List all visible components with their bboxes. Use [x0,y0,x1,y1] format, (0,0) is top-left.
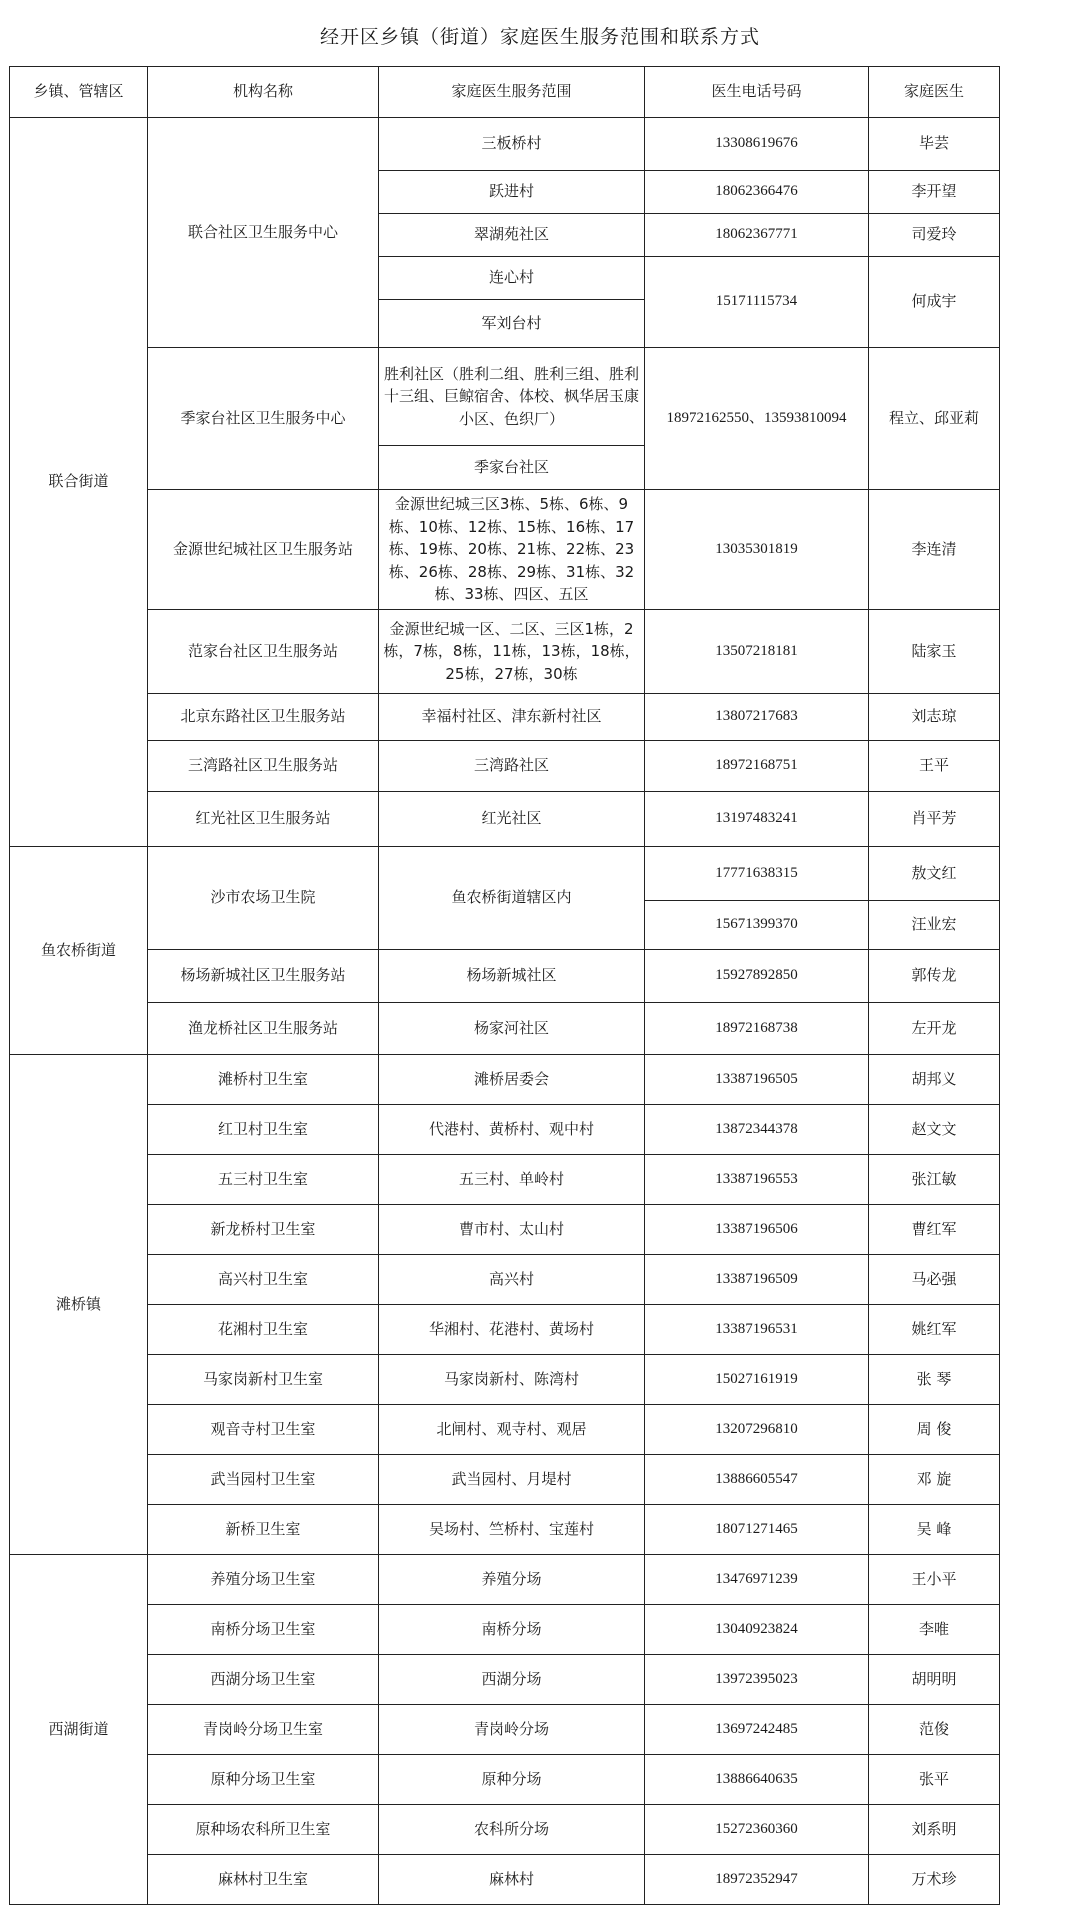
doctor-cell: 范俊 [869,1705,1000,1755]
doctor-cell: 李连清 [869,490,1000,610]
scope-cell: 马家岗新村、陈湾村 [379,1355,645,1405]
scope-cell: 幸福村社区、津东新村社区 [379,694,645,741]
scope-cell: 麻林村 [379,1855,645,1905]
org-cell: 三湾路社区卫生服务站 [148,741,379,792]
scope-cell: 杨场新城社区 [379,950,645,1003]
header-scope: 家庭医生服务范围 [379,67,645,118]
phone-cell: 13308619676 [645,118,869,171]
phone-cell: 13197483241 [645,792,869,847]
scope-cell: 青岗岭分场 [379,1705,645,1755]
scope-cell: 代港村、黄桥村、观中村 [379,1105,645,1155]
org-cell: 武当园村卫生室 [148,1455,379,1505]
scope-cell: 三湾路社区 [379,741,645,792]
phone-cell: 15027161919 [645,1355,869,1405]
doctor-cell: 陆家玉 [869,610,1000,694]
org-cell: 观音寺村卫生室 [148,1405,379,1455]
org-cell: 南桥分场卫生室 [148,1605,379,1655]
table-row [10,490,1000,610]
scope-cell: 翠湖苑社区 [379,214,645,257]
table-row [10,348,1000,446]
phone-cell: 13697242485 [645,1705,869,1755]
phone-cell: 17771638315 [645,847,869,901]
town-cell: 西湖街道 [10,1555,148,1905]
doctor-cell: 张平 [869,1755,1000,1805]
doctor-cell: 汪业宏 [869,901,1000,950]
scope-cell: 滩桥居委会 [379,1055,645,1105]
phone-cell: 18062366476 [645,171,869,214]
scope-cell: 鱼农桥街道辖区内 [379,847,645,950]
doctor-cell: 吴 峰 [869,1505,1000,1555]
scope-cell: 五三村、单岭村 [379,1155,645,1205]
table-row [10,610,1000,694]
org-cell: 原种分场卫生室 [148,1755,379,1805]
scope-cell: 西湖分场 [379,1655,645,1705]
table-row [10,1105,1000,1155]
scope-cell: 武当园村、月堤村 [379,1455,645,1505]
phone-cell: 15272360360 [645,1805,869,1855]
phone-cell: 15927892850 [645,950,869,1003]
org-cell: 原种场农科所卫生室 [148,1805,379,1855]
scope-cell: 农科所分场 [379,1805,645,1855]
org-cell: 高兴村卫生室 [148,1255,379,1305]
doctor-cell: 李唯 [869,1605,1000,1655]
scope-cell: 军刘台村 [379,300,645,348]
phone-cell: 13035301819 [645,490,869,610]
doctor-cell: 邓 旋 [869,1455,1000,1505]
doctor-cell: 郭传龙 [869,950,1000,1003]
phone-cell: 13040923824 [645,1605,869,1655]
phone-cell: 18972162550、13593810094 [645,348,869,490]
phone-cell: 13387196506 [645,1205,869,1255]
phone-cell: 18972352947 [645,1855,869,1905]
town-cell: 滩桥镇 [10,1055,148,1555]
table-row [10,1405,1000,1455]
phone-cell: 13207296810 [645,1405,869,1455]
table-row [10,1305,1000,1355]
phone-cell: 13972395023 [645,1655,869,1705]
table-row [10,950,1000,1003]
table-row [10,1455,1000,1505]
table-row [10,1555,1000,1605]
org-cell: 红卫村卫生室 [148,1105,379,1155]
doctor-cell: 左开龙 [869,1003,1000,1055]
phone-cell: 15671399370 [645,901,869,950]
phone-cell: 13387196531 [645,1305,869,1355]
table-row [10,1855,1000,1905]
table-row [10,1355,1000,1405]
org-cell: 马家岗新村卫生室 [148,1355,379,1405]
doctor-cell: 李开望 [869,171,1000,214]
org-cell: 金源世纪城社区卫生服务站 [148,490,379,610]
phone-cell: 18972168751 [645,741,869,792]
doctor-cell: 张江敏 [869,1155,1000,1205]
scope-cell: 华湘村、花港村、黄场村 [379,1305,645,1355]
doctor-cell: 姚红军 [869,1305,1000,1355]
town-cell: 联合街道 [10,118,148,847]
scope-cell: 高兴村 [379,1255,645,1305]
org-cell: 范家台社区卫生服务站 [148,610,379,694]
table-row [10,741,1000,792]
table-row [10,1705,1000,1755]
phone-cell: 13387196505 [645,1055,869,1105]
header-doctor: 家庭医生 [869,67,1000,118]
org-cell: 沙市农场卫生院 [148,847,379,950]
town-cell: 鱼农桥街道 [10,847,148,1055]
scope-cell: 金源世纪城三区3栋、5栋、6栋、9栋、10栋、12栋、15栋、16栋、17栋、19栋、20栋、21栋、22栋、23栋、26栋、28栋、29栋、31栋、32栋、33栋、四区、五区 [379,490,645,610]
phone-cell: 13872344378 [645,1105,869,1155]
doctor-cell: 敖文红 [869,847,1000,901]
org-cell: 青岗岭分场卫生室 [148,1705,379,1755]
phone-cell: 18062367771 [645,214,869,257]
table-row [10,118,1000,171]
phone-cell: 13886640635 [645,1755,869,1805]
table-row [10,1805,1000,1855]
doctor-cell: 张 琴 [869,1355,1000,1405]
page-title: 经开区乡镇（街道）家庭医生服务范围和联系方式 [319,26,760,48]
phone-cell: 13387196553 [645,1155,869,1205]
doctor-cell: 刘志琼 [869,694,1000,741]
doctor-cell: 王小平 [869,1555,1000,1605]
phone-cell: 18972168738 [645,1003,869,1055]
table-row [10,1505,1000,1555]
scope-cell: 金源世纪城一区、二区、三区1栋，2栋，7栋，8栋，11栋，13栋，18栋，25栋，27栋，30栋 [379,610,645,694]
doctor-cell: 周 俊 [869,1405,1000,1455]
doctor-cell: 王平 [869,741,1000,792]
phone-cell: 13886605547 [645,1455,869,1505]
org-cell: 联合社区卫生服务中心 [148,118,379,348]
header-phone: 医生电话号码 [645,67,869,118]
table-row [10,1003,1000,1055]
scope-cell: 吴场村、竺桥村、宝莲村 [379,1505,645,1555]
org-cell: 滩桥村卫生室 [148,1055,379,1105]
doctor-contact-table [9,66,1000,1905]
doctor-cell: 毕芸 [869,118,1000,171]
org-cell: 麻林村卫生室 [148,1855,379,1905]
table-row [10,1255,1000,1305]
phone-cell: 18071271465 [645,1505,869,1555]
header-town: 乡镇、管辖区 [10,67,148,118]
table-row [10,792,1000,847]
scope-cell: 杨家河社区 [379,1003,645,1055]
scope-cell: 胜利社区（胜利二组、胜利三组、胜利十三组、巨鲸宿舍、体校、枫华居玉康小区、色织厂） [379,348,645,446]
scope-cell: 跃进村 [379,171,645,214]
doctor-cell: 马必强 [869,1255,1000,1305]
phone-cell: 13387196509 [645,1255,869,1305]
table-header-row [10,67,1000,118]
org-cell: 渔龙桥社区卫生服务站 [148,1003,379,1055]
scope-cell: 连心村 [379,257,645,300]
doctor-cell: 刘系明 [869,1805,1000,1855]
scope-cell: 季家台社区 [379,446,645,490]
scope-cell: 养殖分场 [379,1555,645,1605]
org-cell: 北京东路社区卫生服务站 [148,694,379,741]
table-row [10,1755,1000,1805]
phone-cell: 13507218181 [645,610,869,694]
org-cell: 五三村卫生室 [148,1155,379,1205]
org-cell: 西湖分场卫生室 [148,1655,379,1705]
table-row [10,1155,1000,1205]
doctor-cell: 胡明明 [869,1655,1000,1705]
table-row [10,1655,1000,1705]
doctor-cell: 赵文文 [869,1105,1000,1155]
scope-cell: 北闸村、观寺村、观居 [379,1405,645,1455]
table-row [10,1205,1000,1255]
scope-cell: 红光社区 [379,792,645,847]
org-cell: 杨场新城社区卫生服务站 [148,950,379,1003]
scope-cell: 原种分场 [379,1755,645,1805]
phone-cell: 13807217683 [645,694,869,741]
doctor-cell: 肖平芳 [869,792,1000,847]
org-cell: 红光社区卫生服务站 [148,792,379,847]
doctor-cell: 胡邦义 [869,1055,1000,1105]
table-row [10,1055,1000,1105]
table-row [10,847,1000,901]
org-cell: 新龙桥村卫生室 [148,1205,379,1255]
scope-cell: 曹市村、太山村 [379,1205,645,1255]
doctor-cell: 程立、邱亚莉 [869,348,1000,490]
doctor-cell: 何成宇 [869,257,1000,348]
org-cell: 新桥卫生室 [148,1505,379,1555]
org-cell: 花湘村卫生室 [148,1305,379,1355]
org-cell: 季家台社区卫生服务中心 [148,348,379,490]
scope-cell: 三板桥村 [379,118,645,171]
org-cell: 养殖分场卫生室 [148,1555,379,1605]
phone-cell: 15171115734 [645,257,869,348]
table-row [10,694,1000,741]
doctor-cell: 司爱玲 [869,214,1000,257]
doctor-cell: 万术珍 [869,1855,1000,1905]
table-row [10,1605,1000,1655]
doctor-cell: 曹红军 [869,1205,1000,1255]
scope-cell: 南桥分场 [379,1605,645,1655]
header-org: 机构名称 [148,67,379,118]
phone-cell: 13476971239 [645,1555,869,1605]
